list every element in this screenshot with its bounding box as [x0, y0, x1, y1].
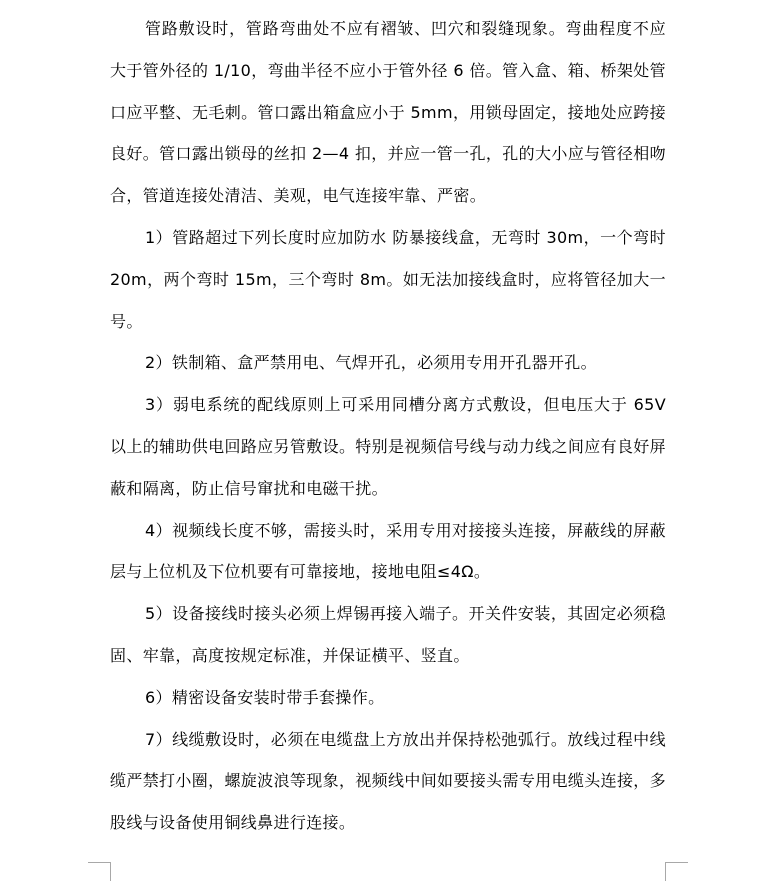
page-corner-mark-left [88, 862, 111, 881]
document-body [110, 8, 666, 844]
paragraph-item-4: 4）视频线长度不够，需接头时，采用专用对接接头连接，屏蔽线的屏蔽层与上位机及下位机要有可靠接地，接地电阻≤4Ω。 [110, 520, 666, 582]
paragraph-conduit-laying: 管路敷设时，管路弯曲处不应有褶皱、凹穴和裂缝现象。弯曲程度不应大于管外径的 1/10，弯曲半径不应小于管外径 6 倍。管入盒、箱、桥架处管口应平整、无毛刺。管口露出箱盒应小于 5mm，用锁母固定，接地处应跨接良好。管口露出锁母的丝扣 2—4 扣，并应一管一孔，孔的大小应与管径相吻合，管道连接处清洁、美观，电气连接牢靠、严密。 [110, 19, 666, 206]
paragraph-item-5: 5）设备接线时接头必须上焊锡再接入端子。开关件安装，其固定必须稳固、牢靠，高度按规定标准，并保证横平、竖直。 [110, 604, 666, 665]
paragraph-item-3: 3）弱电系统的配线原则上可采用同槽分离方式敷设，但电压大于 65V 以上的辅助供电回路应另管敷设。特别是视频信号线与动力线之间应有良好屏蔽和隔离，防止信号窜扰和电磁干扰。 [110, 395, 666, 498]
paragraph-item-2: 2）铁制箱、盒严禁用电、气焊开孔，必须用专用开孔器开孔。 [145, 353, 597, 373]
paragraph-item-7: 7）线缆敷设时，必须在电缆盘上方放出并保持松弛弧行。放线过程中线缆严禁打小圈，螺旋波浪等现象，视频线中间如要接头需专用电缆头连接，多股线与设备使用铜线鼻进行连接。 [110, 729, 666, 833]
paragraph-item-6: 6）精密设备安装时带手套操作。 [145, 687, 385, 707]
paragraph-item-1: 1）管路超过下列长度时应加防水 防暴接线盒，无弯时 30m，一个弯时 20m，两个弯时 15m，三个弯时 8m。如无法加接线盒时，应将管径加大一号。 [110, 227, 666, 331]
page-corner-mark-right [665, 862, 688, 881]
